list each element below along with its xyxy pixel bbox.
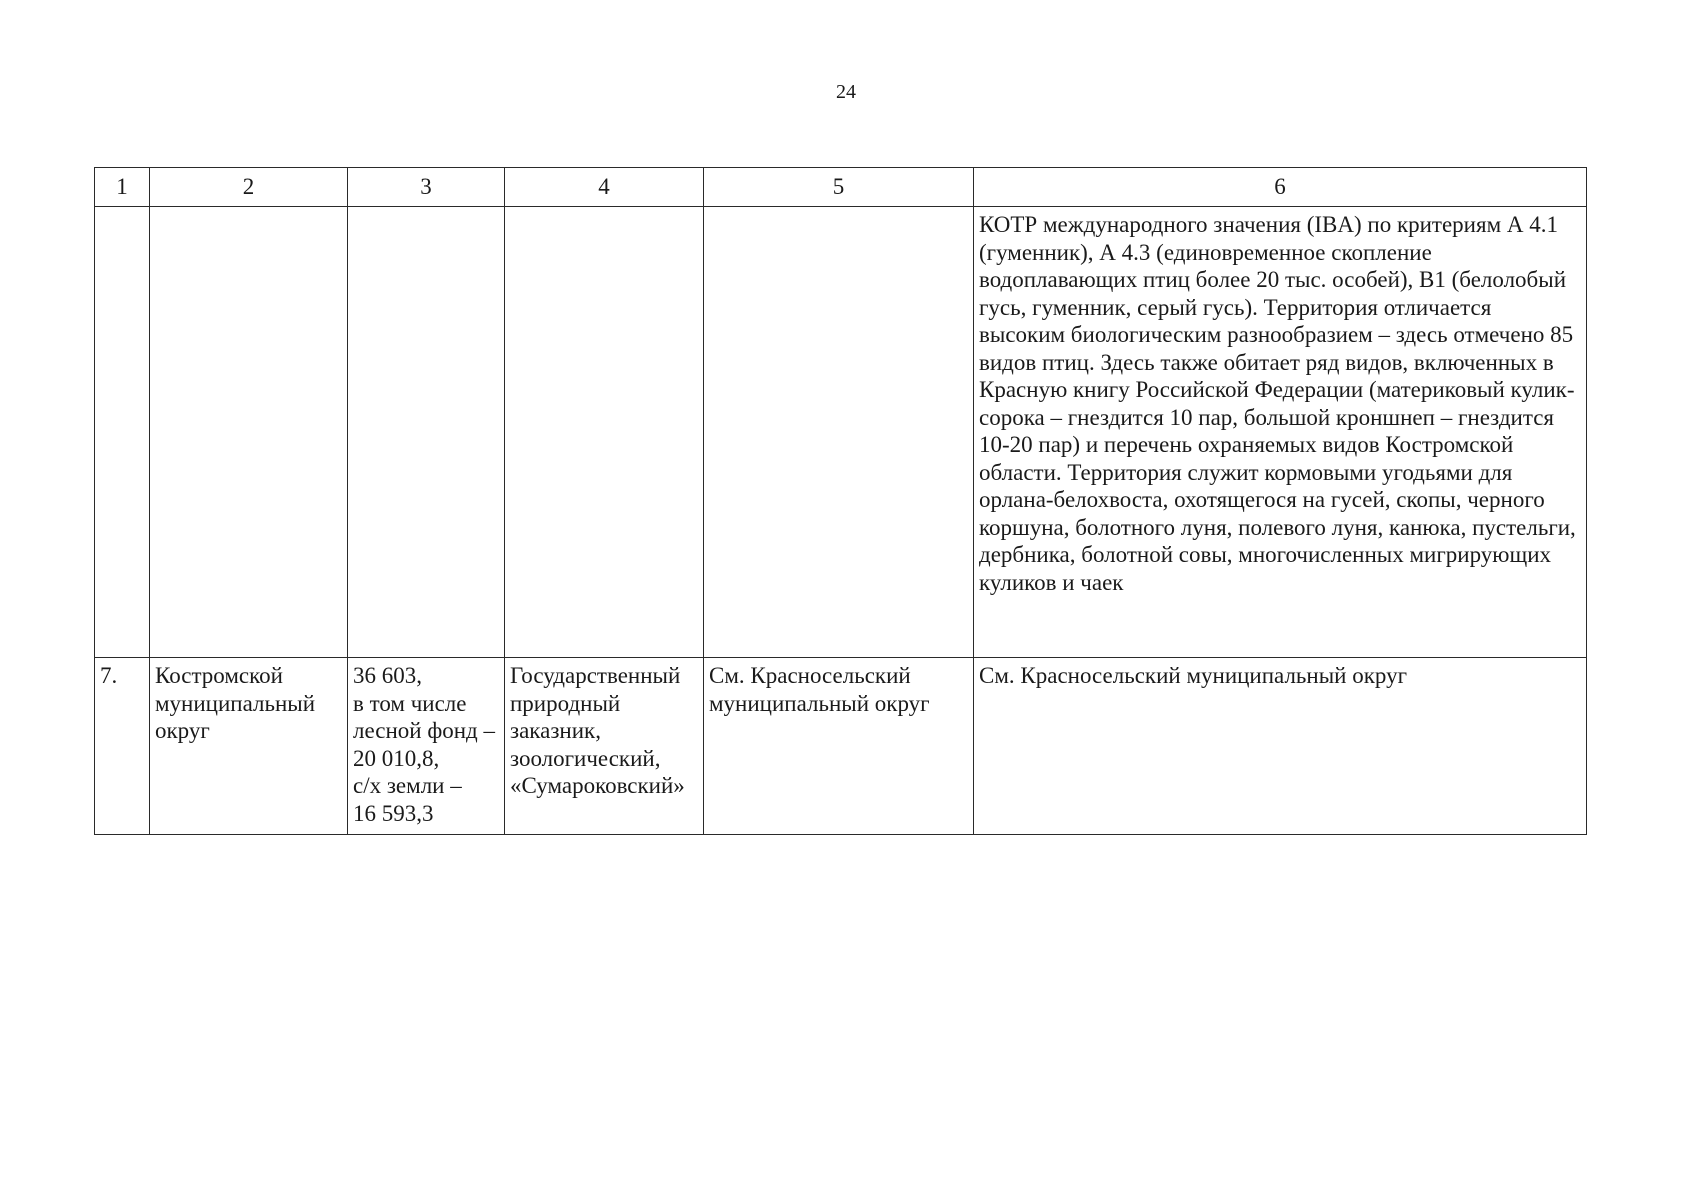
cell-cont-col3 (348, 207, 505, 658)
cell-cont-col2 (150, 207, 348, 658)
header-col-1: 1 (95, 168, 150, 207)
header-col-4: 4 (505, 168, 704, 207)
row7-area-text: 36 603, в том числе лесной фонд – 20 010,8, с/х земли – 16 593,3 (353, 663, 495, 826)
header-col-3: 3 (348, 168, 505, 207)
data-table (94, 167, 1587, 835)
cell-cont-description: КОТР международного значения (IBA) по критериям А 4.1 (гуменник), А 4.3 (единовременное скопление водоплавающих птиц более 20 тыс. особей), В1 (белолобый гусь, гуменник, серый гусь). Территория отличается высоким биологическим разнообразием – здесь отмечено 85 видов птиц. Здесь также обитает ряд видов, включенных в Красную книгу Российской Федерации (материковый кулик-сорока – гнездится 10 пар, большой кроншнеп – гнездится 10-20 пар) и перечень охраняемых видов Костромской области. Территория служит кормовыми угодьями для орлана-белохвоста, охотящегося на гусей, скопы, черного коршуна, болотного луня, полевого луня, канюка, пустельги, дербника, болотной совы, многочисленных мигрирующих куликов и чаек (974, 207, 1587, 658)
cell-row7-reference: См. Красносельский муниципальный округ (704, 658, 974, 835)
cell-row7-number: 7. (95, 658, 150, 835)
cell-row7-protected-area: Государственный природный заказник, зоологический, «Сумароковский» (505, 658, 704, 835)
table-row-7 (95, 658, 1587, 835)
header-col-6: 6 (974, 168, 1587, 207)
cell-cont-col4 (505, 207, 704, 658)
table-row-continuation (95, 207, 1587, 658)
cell-row7-area (348, 658, 505, 835)
cell-row7-description: См. Красносельский муниципальный округ (974, 658, 1587, 835)
cell-cont-col5 (704, 207, 974, 658)
header-col-5: 5 (704, 168, 974, 207)
cell-cont-col1 (95, 207, 150, 658)
cell-row7-district: Костромской муниципальный округ (150, 658, 348, 835)
table-header-row (95, 168, 1587, 207)
page-number: 24 (836, 81, 856, 103)
header-col-2: 2 (150, 168, 348, 207)
